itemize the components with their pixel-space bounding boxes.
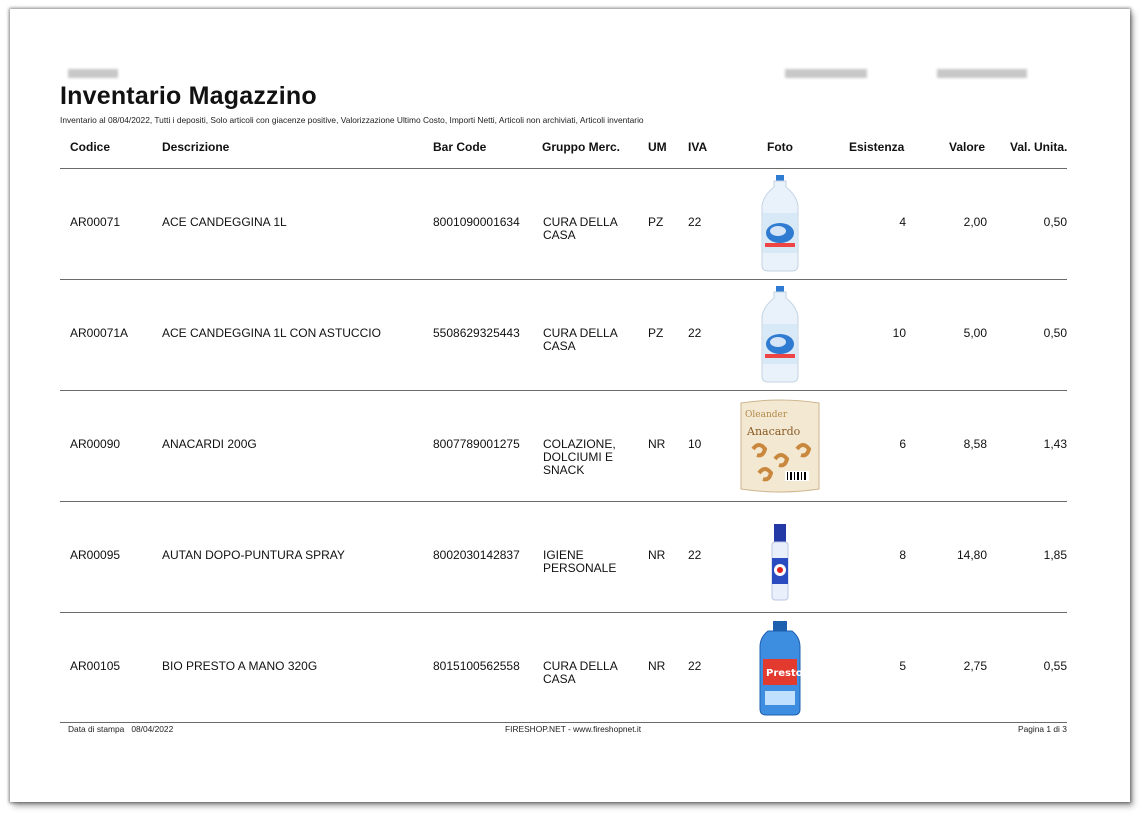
brand-label: Oleander [745, 410, 788, 420]
gruppo-line: CASA [543, 672, 576, 686]
header-codice: Codice [70, 140, 111, 154]
cell-descrizione: ANACARDI 200G [162, 437, 257, 451]
spray-can-image [735, 508, 825, 606]
print-date-label: Data di stampa [68, 724, 125, 734]
gruppo-line: COLAZIONE, [543, 437, 616, 451]
product-label: Anacardo [747, 425, 801, 438]
cell-um: NR [648, 548, 666, 562]
cell-val-unita: 0,55 [1043, 659, 1067, 673]
header-barcode: Bar Code [433, 140, 487, 154]
cell-barcode: 8015100562558 [433, 659, 520, 673]
header-iva: IVA [688, 140, 708, 154]
table-row [60, 613, 1067, 723]
report-filters: Inventario al 08/04/2022, Tutti i depositi, Solo articoli con giacenze positive, Valorizzazione Ultimo Costo, Importi Netti, Articoli non archiviati, Articoli inventario [60, 115, 644, 125]
redacted-header-info [785, 69, 867, 78]
gruppo-line: CASA [543, 339, 576, 353]
gruppo-line: IGIENE [543, 548, 584, 562]
gruppo-line: CASA [543, 228, 576, 242]
cell-esistenza: 10 [892, 326, 906, 340]
footer-website: FIRESHOP.NET - www.fireshopnet.it [505, 724, 642, 734]
cell-esistenza: 4 [899, 215, 906, 229]
print-date-value: 08/04/2022 [131, 724, 174, 734]
gruppo-line: CURA DELLA [543, 215, 618, 229]
cell-barcode: 8001090001634 [433, 215, 520, 229]
table-header [60, 140, 1067, 158]
cell-codice: AR00090 [70, 437, 121, 451]
cell-descrizione: AUTAN DOPO-PUNTURA SPRAY [162, 548, 345, 562]
cell-codice: AR00095 [70, 548, 121, 562]
cell-gruppo [543, 327, 618, 353]
cell-barcode: 5508629325443 [433, 326, 520, 340]
cell-valore: 8,58 [963, 437, 987, 451]
cell-val-unita: 0,50 [1043, 326, 1067, 340]
cell-um: PZ [648, 326, 664, 340]
cell-codice: AR00071A [70, 326, 129, 340]
cell-codice: AR00071 [70, 215, 121, 229]
cell-valore: 14,80 [956, 548, 987, 562]
cell-descrizione: ACE CANDEGGINA 1L CON ASTUCCIO [162, 326, 381, 340]
cell-gruppo [543, 216, 618, 242]
redacted-company-name [68, 69, 118, 78]
cell-iva: 22 [688, 326, 702, 340]
cell-iva: 10 [688, 437, 702, 451]
gruppo-line: DOLCIUMI E [543, 450, 614, 464]
header-gruppo: Gruppo Merc. [542, 140, 621, 154]
cell-um: NR [648, 437, 666, 451]
header-val-unita: Val. Unita. [1010, 140, 1068, 154]
page-title: Inventario Magazzino [60, 82, 317, 110]
print-date [68, 724, 173, 734]
table-row [60, 169, 1067, 279]
cell-iva: 22 [688, 659, 702, 673]
cell-iva: 22 [688, 215, 702, 229]
cell-um: PZ [648, 215, 664, 229]
gruppo-line: SNACK [543, 463, 585, 477]
header-um: UM [648, 140, 667, 154]
cell-val-unita: 1,85 [1043, 548, 1067, 562]
cell-val-unita: 0,50 [1043, 215, 1067, 229]
cell-descrizione: ACE CANDEGGINA 1L [162, 215, 287, 229]
gruppo-line: PERSONALE [543, 561, 617, 575]
cashew-bag-image [735, 397, 825, 495]
cell-esistenza: 5 [899, 659, 906, 673]
cell-descrizione: BIO PRESTO A MANO 320G [162, 659, 318, 673]
cell-um: NR [648, 659, 666, 673]
cell-esistenza: 6 [899, 437, 906, 451]
detergent-bottle-image [735, 619, 825, 717]
cell-valore: 2,75 [963, 659, 987, 673]
gruppo-line: CURA DELLA [543, 326, 618, 340]
redacted-header-info [937, 69, 1027, 78]
row-divider [60, 722, 1067, 723]
header-descrizione: Descrizione [162, 140, 230, 154]
cell-valore: 2,00 [963, 215, 987, 229]
page-number: Pagina 1 di 3 [1018, 724, 1067, 734]
product-label: Presto [766, 668, 803, 679]
header-valore: Valore [949, 140, 986, 154]
cell-barcode: 8002030142837 [433, 548, 520, 562]
bleach-bottle-image [735, 175, 825, 273]
cell-gruppo [543, 549, 616, 575]
gruppo-line: CURA DELLA [543, 659, 618, 673]
table-row [60, 391, 1067, 501]
cell-codice: AR00105 [70, 659, 121, 673]
table-row [60, 280, 1067, 390]
cell-gruppo [543, 438, 616, 477]
cell-valore: 5,00 [963, 326, 987, 340]
cell-barcode: 8007789001275 [433, 437, 520, 451]
cell-gruppo [543, 660, 618, 686]
header-esistenza: Esistenza [849, 140, 905, 154]
cell-iva: 22 [688, 548, 702, 562]
header-foto: Foto [767, 140, 793, 154]
table-row [60, 502, 1067, 612]
cell-esistenza: 8 [899, 548, 906, 562]
cell-val-unita: 1,43 [1043, 437, 1067, 451]
bleach-bottle-image [735, 286, 825, 384]
